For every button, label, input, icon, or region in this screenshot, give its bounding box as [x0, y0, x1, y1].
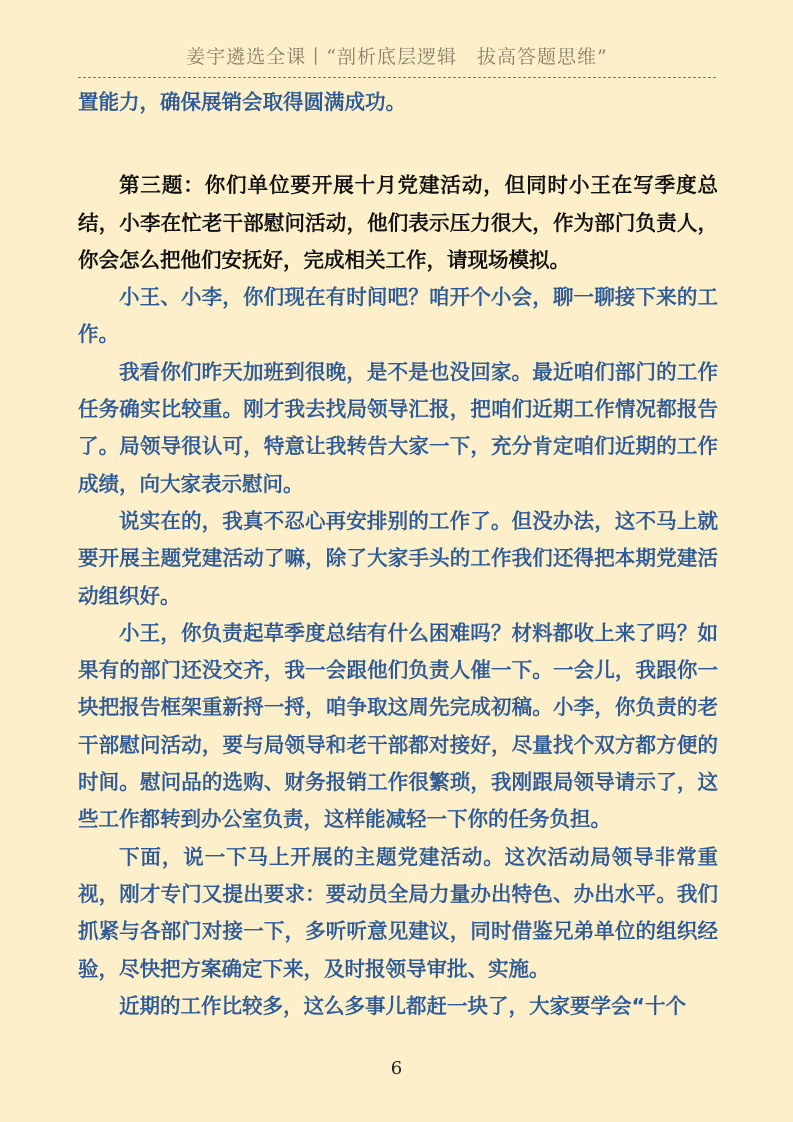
page-header: 姜宇遴选全课丨“剖析底层逻辑 拔高答题思维” — [186, 46, 608, 68]
answer-paragraph-6: 近期的工作比较多，这么多事儿都赶一块了，大家要学会“十个 — [119, 993, 686, 1018]
question-paragraph: 第三题：你们单位要开展十月党建活动，但同时小王在写季度总结，小李在忙老干部慰问活动，他们表示压力很大，作为部门负责人，你会怎么把他们安抚好，完成相关工作，请现场模拟。 — [78, 173, 718, 272]
paragraph-continuation: 置能力，确保展销会取得圆满成功。 — [78, 90, 406, 114]
answer-paragraph-5: 下面，说一下马上开展的主题党建活动。这次活动局领导非常重视，刚才专门又提出要求：要动员全局力量办出特色、办出水平。我们抓紧与各部门对接一下，多听听意见建议，同时借鉴兄弟单位的组织经验，尽快把方案确定下来，及时报领导审批、实施。 — [78, 844, 718, 981]
answer-paragraph-1: 小王、小李，你们现在有时间吧？咱开个小会，聊一聊接下来的工作。 — [78, 285, 718, 347]
document-body — [78, 84, 718, 1025]
answer-paragraph-3: 说实在的，我真不忍心再安排别的工作了。但没办法，这不马上就要开展主题党建活动了嘛，除了大家手头的工作我们还得把本期党建活动组织好。 — [78, 508, 718, 608]
answer-paragraph-2: 我看你们昨天加班到很晚，是不是也没回家。最近咱们部门的工作任务确实比较重。刚才我去找局领导汇报，把咱们近期工作情况都报告了。局领导很认可，特意让我转告大家一下，充分肯定咱们近期的工作成绩，向大家表示慰问。 — [78, 359, 718, 496]
header-divider — [78, 77, 716, 78]
page-number: 6 — [390, 1058, 403, 1079]
answer-paragraph-4: 小王，你负责起草季度总结有什么困难吗？材料都收上来了吗？如果有的部门还没交齐，我一会跟他们负责人催一下。一会儿，我跟你一块把报告框架重新捋一捋，咱争取这周先完成初稿。小李，你负责的老干部慰问活动，要与局领导和老干部都对接好，尽量找个双方都方便的时间。慰问品的选购、财务报销工作很繁琐，我刚跟局领导请示了，这些工作都转到办公室负责，这样能减轻一下你的任务负担。 — [78, 620, 718, 832]
